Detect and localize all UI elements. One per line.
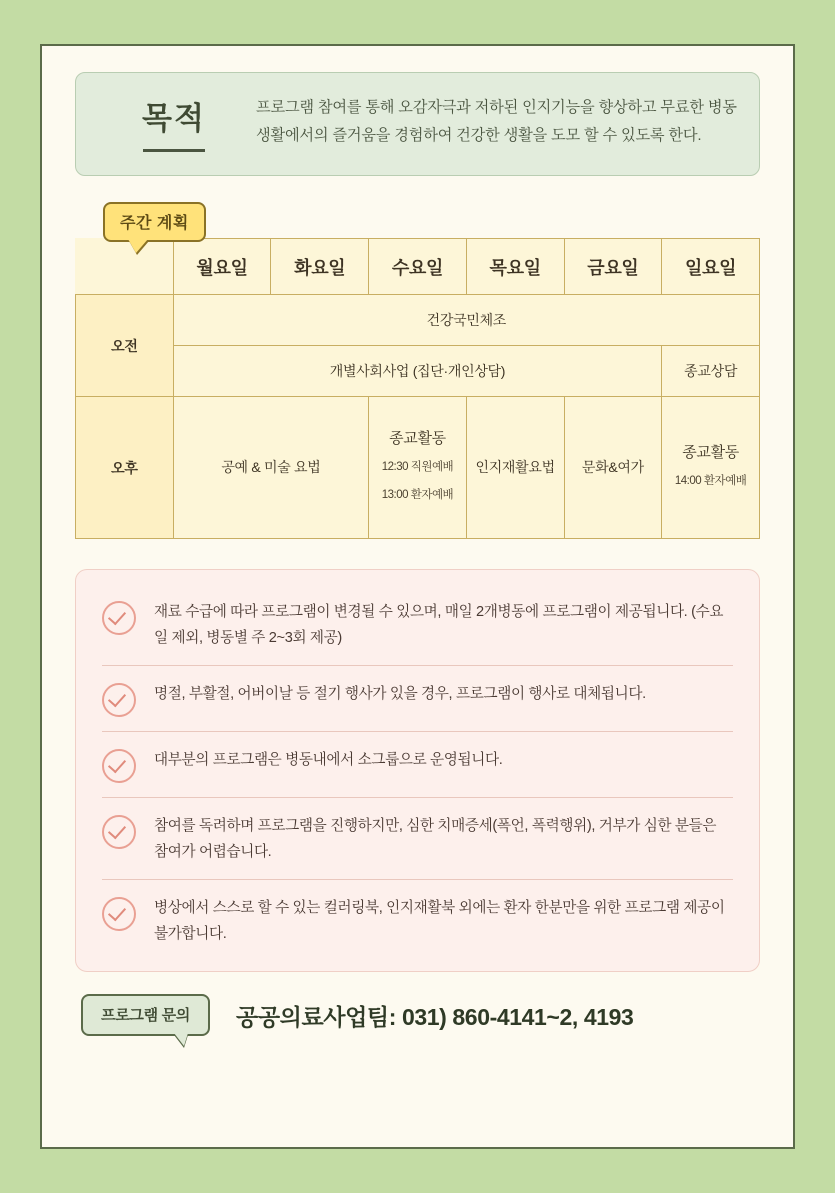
note-text: 재료 수급에 따라 프로그램이 변경될 수 있으며, 매일 2개병동에 프로그램이 제공됩니다. (수요일 제외, 병동별 주 2~3회 제공) [154,604,724,646]
footer-section [75,994,760,1036]
note-item [102,666,733,732]
weekly-schedule-table [75,238,760,539]
purpose-text: 프로그램 참여를 통해 오감자극과 저하된 인지기능을 향상하고 무료한 병동생활에서의 즐거움을 경험하여 건강한 생활을 도모 할 수 있도록 한다. [256,98,737,144]
cell-morning-exercise: 건강국민체조 [173,295,759,346]
purpose-label-block [98,93,250,152]
column-header-thu: 목요일 [466,239,564,295]
check-circle-icon [102,683,136,717]
note-text: 참여를 독려하며 프로그램을 진행하지만, 심한 치매증세(폭언, 폭력행위), 거부가 심한 분들은 참여가 어렵습니다. [154,818,717,860]
cell-afternoon-religious-sun [662,397,760,539]
table-corner-cell [76,239,174,295]
cell-afternoon-cognitive-rehab: 인지재활요법 [466,397,564,539]
row-header-afternoon: 오후 [76,397,174,539]
column-header-mon: 월요일 [173,239,271,295]
column-header-tue: 화요일 [271,239,369,295]
cell-afternoon-religious-wed-detail-1: 12:30 직원예배 [381,460,454,473]
cell-afternoon-craft-art: 공예 & 미술 요법 [173,397,368,539]
purpose-section [75,72,760,176]
notes-section [75,569,760,972]
cell-afternoon-religious-wed-detail-2: 13:00 환자예배 [381,489,454,502]
note-item [102,880,733,961]
check-circle-icon [102,815,136,849]
note-item [102,732,733,798]
check-circle-icon [102,601,136,635]
table-row-morning-2 [76,346,760,397]
cell-morning-social-work: 개별사회사업 (집단·개인상담) [173,346,662,397]
note-text: 병상에서 스스로 할 수 있는 컬러링북, 인지재활북 외에는 환자 한분만을 위한 프로그램 제공이 불가합니다. [154,900,725,942]
poster-inner-frame [40,44,795,1149]
note-text: 대부분의 프로그램은 병동내에서 소그룹으로 운영됩니다. [154,752,503,769]
program-inquiry-tag: 프로그램 문의 [81,994,210,1036]
cell-morning-religious-counsel: 종교상담 [662,346,760,397]
purpose-underline [143,149,205,152]
contact-number: 공공의료사업팀: 031) 860-4141~2, 4193 [236,1003,634,1030]
note-item [102,584,733,666]
cell-afternoon-religious-wed-title: 종교활동 [389,429,446,447]
note-item [102,798,733,880]
weekly-plan-tag: 주간 계획 [103,202,206,242]
column-header-fri: 금요일 [564,239,662,295]
cell-afternoon-religious-sun-title: 종교활동 [682,444,739,462]
column-header-sun: 일요일 [662,239,760,295]
purpose-title: 목적 [142,100,206,136]
note-text: 명절, 부활절, 어버이날 등 절기 행사가 있을 경우, 프로그램이 행사로 대체됩니다. [154,686,646,703]
weekly-plan-tag-wrap [75,202,760,232]
column-header-wed: 수요일 [369,239,467,295]
row-header-morning: 오전 [76,295,174,397]
check-circle-icon [102,897,136,931]
check-circle-icon [102,749,136,783]
cell-afternoon-religious-sun-detail: 14:00 환자예배 [674,474,747,487]
table-row-morning-1 [76,295,760,346]
cell-afternoon-culture-leisure: 문화&여가 [564,397,662,539]
cell-afternoon-religious-wed [369,397,467,539]
table-header-row [76,239,760,295]
table-row-afternoon [76,397,760,539]
